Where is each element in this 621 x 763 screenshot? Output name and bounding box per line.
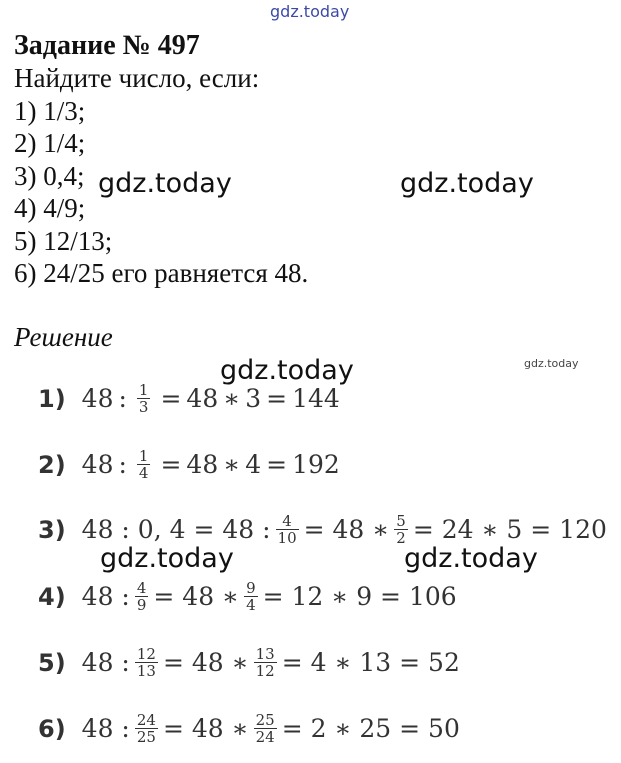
expression-end: = 24 ∗ 5 = 120 (412, 515, 607, 544)
operand: 48 (186, 384, 219, 413)
watermark: gdz.today (98, 168, 232, 199)
solution-line-number: 3) (38, 515, 66, 544)
numerator: 1 (138, 447, 149, 465)
fraction (136, 712, 157, 745)
solution-line-3 (38, 513, 607, 546)
operand: 3 (245, 384, 262, 413)
fraction (255, 712, 276, 745)
denominator: 9 (136, 596, 147, 614)
task-item-1: 1) 1/3; (14, 95, 86, 126)
fraction (255, 646, 276, 679)
denominator: 24 (255, 728, 275, 746)
result: 144 (292, 384, 340, 413)
solution-line-number: 6) (38, 714, 66, 743)
solution-title: Решение (14, 322, 113, 352)
expression-start: 48 : 0, 4 = 48 : (81, 515, 271, 544)
operand: 4 (245, 450, 262, 479)
task-item-6: 6) 24/25 его равняется 48. (14, 258, 309, 288)
expression-middle: = 48 ∗ (162, 714, 249, 743)
solution-line-4 (38, 580, 457, 613)
expression-start: 48 : (81, 582, 130, 611)
numerator: 4 (136, 579, 147, 597)
expression-end: = 12 ∗ 9 = 106 (262, 582, 457, 611)
expression-middle: = 48 ∗ (303, 515, 390, 544)
solution-line-number: 4) (38, 582, 66, 611)
watermark-top: gdz.today (270, 2, 350, 21)
denominator: 12 (255, 662, 275, 680)
numerator: 12 (136, 645, 156, 663)
task-prompt: Найдите число, если: (14, 63, 260, 93)
solution-line-number: 2) (38, 450, 66, 479)
solution-line-number: 1) (38, 384, 66, 413)
dividend: 48 (81, 384, 114, 413)
task-title: Задание № 497 (14, 30, 200, 61)
numerator: 5 (396, 512, 406, 530)
denominator: 4 (138, 464, 149, 482)
denominator: 25 (136, 728, 156, 746)
fraction (136, 580, 148, 613)
expression-middle: = 48 ∗ (153, 582, 240, 611)
colon-operator: : (118, 450, 127, 479)
denominator: 2 (396, 529, 406, 547)
fraction (277, 513, 298, 546)
denominator: 13 (136, 662, 156, 680)
equals-sign: = (160, 450, 182, 479)
expression-middle: = 48 ∗ (162, 648, 249, 677)
solution-line-6 (38, 712, 460, 745)
fraction (138, 382, 150, 415)
watermark: gdz.today (400, 168, 534, 199)
expression-end: = 2 ∗ 25 = 50 (281, 714, 460, 743)
task-item-5: 5) 12/13; (14, 225, 113, 256)
watermark: gdz.today (404, 543, 538, 574)
equals-sign: = (160, 384, 182, 413)
operand: 48 (186, 450, 219, 479)
denominator: 3 (138, 398, 149, 416)
watermark: gdz.today (220, 355, 354, 386)
watermark: gdz.today (100, 543, 234, 574)
result: 192 (292, 450, 340, 479)
numerator: 24 (136, 711, 156, 729)
equals-sign: = (266, 450, 288, 479)
task-item-4: 4) 4/9; (14, 193, 86, 223)
fraction (395, 513, 407, 546)
solution-line-2 (38, 448, 340, 481)
dividend: 48 (81, 450, 114, 479)
denominator: 10 (277, 529, 297, 547)
expression-start: 48 : (81, 714, 130, 743)
multiply-sign: ∗ (223, 450, 241, 479)
expression-start: 48 : (81, 648, 130, 677)
expression-end: = 4 ∗ 13 = 52 (281, 648, 460, 677)
task-item-3: 3) 0,4; (14, 160, 85, 191)
numerator: 1 (138, 381, 149, 399)
equals-sign: = (266, 384, 288, 413)
fraction (136, 646, 157, 679)
multiply-sign: ∗ (223, 384, 241, 413)
solution-line-number: 5) (38, 648, 66, 677)
numerator: 9 (246, 579, 256, 597)
denominator: 4 (246, 596, 256, 614)
colon-operator: : (118, 384, 127, 413)
task-item-2: 2) 1/4; (14, 128, 86, 158)
solution-line-5 (38, 646, 460, 679)
fraction (138, 448, 150, 481)
numerator: 4 (282, 512, 292, 530)
fraction (245, 580, 257, 613)
task-block (14, 30, 308, 290)
solution-line-1 (38, 382, 340, 415)
watermark-small: gdz.today (524, 357, 579, 370)
numerator: 25 (255, 711, 275, 729)
numerator: 13 (255, 645, 275, 663)
